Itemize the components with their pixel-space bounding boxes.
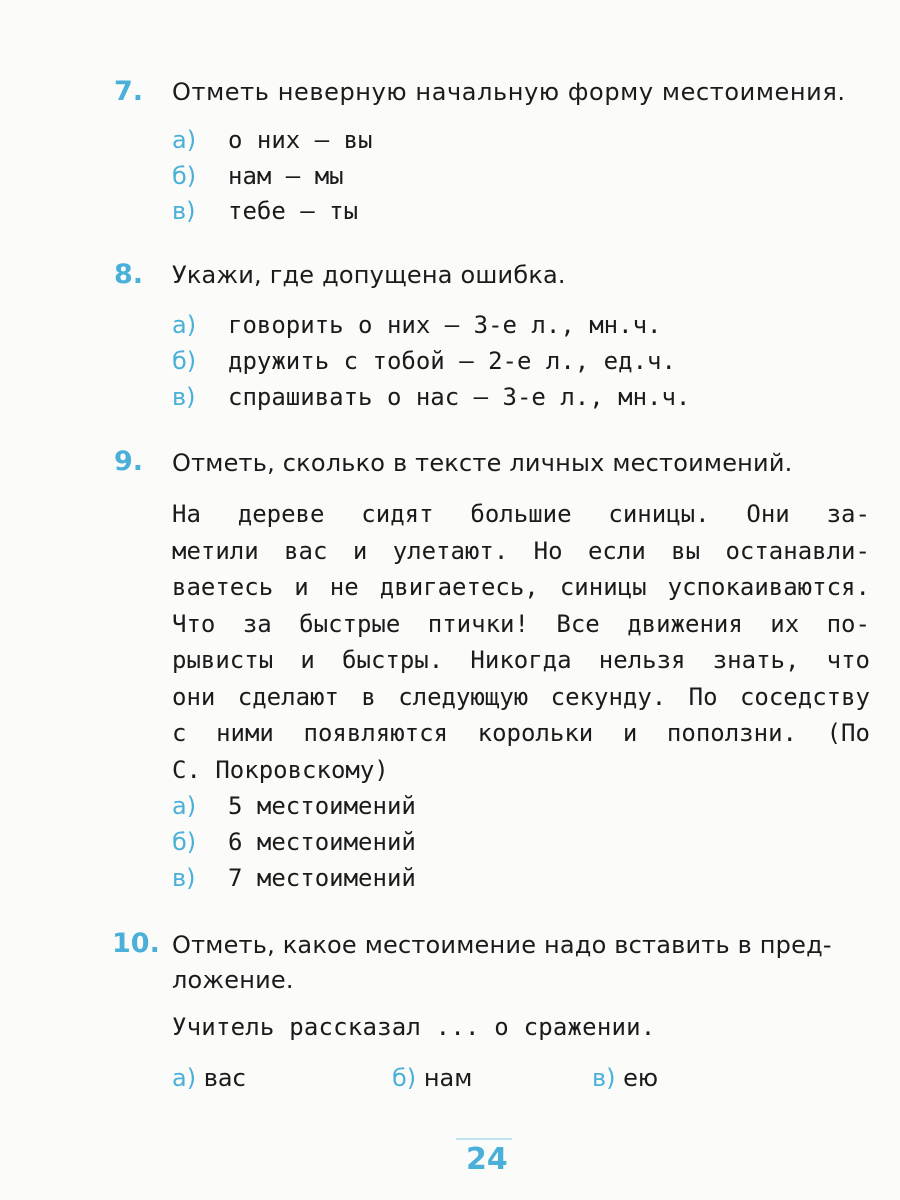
reading-passage [172,496,870,788]
task-number: 7. [114,76,144,107]
page-number-bar [456,1138,512,1140]
option-letter: б) [172,162,197,190]
option-letter: в) [172,383,196,411]
option-text: 7 местоимений [228,864,416,892]
option-letter: а) [172,126,197,154]
option-letter: б) [172,347,197,375]
passage-line: рывисты и быстры. Никогда нельзя знать, что [172,646,870,674]
option-text: спрашивать о нас — 3-е л., мн.ч. [228,383,691,411]
passage-line: ваетесь и не двигаетесь, синицы успокаиваются. [172,573,870,601]
option-c[interactable] [172,197,358,225]
task-question-line: ложение. [172,966,294,994]
option-text: о них — вы [228,126,373,154]
option-letter: в) [172,864,196,892]
option-letter: а) [172,792,197,820]
option-b[interactable] [392,1064,472,1092]
task-question-line: Отметь, какое местоимение надо вставить в пред- [172,931,832,959]
task-question: Отметь неверную начальную форму местоимения. [172,78,846,106]
option-text: говорить о них — 3-е л., мн.ч. [228,311,662,339]
task-sentence: Учитель рассказал ... о сражении. [172,1013,656,1041]
option-text: нам [423,1064,473,1092]
option-text: ею [623,1064,659,1092]
task-number: 9. [114,446,144,477]
passage-line: метили вас и улетают. Но если вы останавли- [172,536,870,565]
option-b[interactable] [172,347,676,375]
passage-line: с ними появляются корольки и поползни. (По [172,719,870,747]
option-text: тебе — ты [228,197,359,225]
option-b[interactable] [172,828,416,856]
option-letter: а) [172,311,197,339]
task-question: Отметь, сколько в тексте личных местоимений. [172,449,793,477]
option-text: вас [203,1064,246,1092]
passage-line: На дереве сидят большие синицы. Они за- [172,500,870,528]
page-number: 24 [466,1142,508,1177]
option-a[interactable] [172,792,416,820]
option-text: 6 местоимений [228,828,416,856]
task-number: 10. [112,928,160,959]
task-number: 8. [114,259,144,290]
option-letter: в) [592,1064,616,1092]
option-c[interactable] [592,1064,658,1092]
option-a[interactable] [172,311,661,339]
option-a[interactable] [172,1064,246,1092]
option-letter: в) [172,197,196,225]
option-letter: б) [172,828,197,856]
option-text: 5 местоимений [228,792,416,820]
option-a[interactable] [172,126,373,154]
task-question: Укажи, где допущена ошибка. [172,261,566,289]
option-text: нам — мы [228,162,344,190]
option-b[interactable] [172,162,344,190]
option-c[interactable] [172,383,690,411]
option-c[interactable] [172,864,416,892]
passage-line: С. Покровскому) [172,755,389,784]
passage-line: Что за быстрые птички! Все движения их по- [172,609,870,638]
passage-line: они сделают в следующую секунду. По соседству [172,682,870,711]
option-letter: а) [172,1064,197,1092]
option-text: дружить с тобой — 2-е л., ед.ч. [228,347,676,375]
option-letter: б) [392,1064,417,1092]
